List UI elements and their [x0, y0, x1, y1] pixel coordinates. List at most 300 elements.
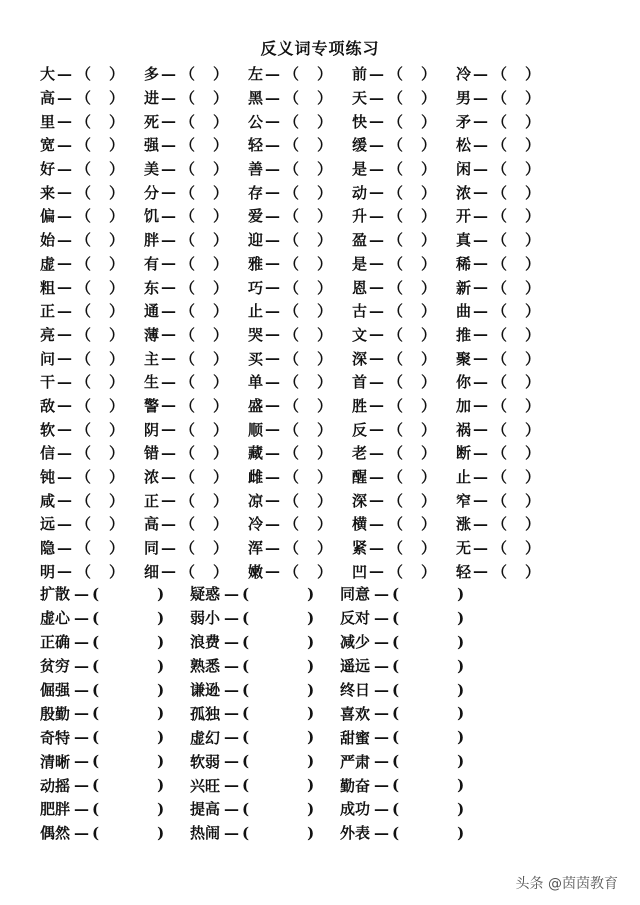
answer-paren-open: （: [492, 468, 508, 487]
exercise-row: [40, 749, 560, 773]
source-word: 进: [144, 89, 160, 108]
answer-paren-close: ): [457, 608, 465, 627]
answer-paren-open: （: [388, 325, 404, 344]
dash: —: [161, 278, 176, 297]
answer-paren-open: （: [180, 160, 196, 179]
exercise-item: [40, 182, 144, 203]
exercise-row: [40, 204, 600, 228]
dash: —: [473, 396, 488, 415]
source-word: 正确: [40, 633, 71, 652]
source-word: 祸: [456, 420, 472, 439]
dash: —: [473, 254, 488, 273]
exercise-item: [144, 490, 248, 511]
answer-paren-close: ）: [213, 373, 229, 392]
dash: —: [57, 372, 72, 391]
exercise-item: [456, 63, 560, 84]
dash: —: [265, 88, 280, 107]
exercise-item: [40, 490, 144, 511]
answer-paren-close: ）: [213, 539, 229, 558]
source-word: 文: [352, 325, 368, 344]
answer-paren-close: ): [307, 680, 315, 699]
dash: —: [224, 632, 239, 651]
dash: —: [161, 349, 176, 368]
exercise-row: [40, 228, 600, 252]
answer-paren-open: (: [92, 704, 100, 723]
exercise-row: [40, 654, 560, 678]
source-word: 迎: [248, 231, 264, 250]
answer-paren-open: （: [388, 468, 404, 487]
source-word: 生: [144, 373, 160, 392]
answer-paren-close: ): [307, 632, 315, 651]
source-word: 谦逊: [190, 681, 221, 699]
answer-paren-close: ）: [421, 183, 437, 202]
dash: —: [265, 420, 280, 439]
exercise-item: [40, 63, 144, 84]
answer-paren-open: (: [92, 776, 100, 795]
dash: —: [57, 64, 72, 83]
answer-paren-open: (: [242, 680, 250, 699]
source-word: 轻: [248, 136, 264, 155]
answer-paren-open: (: [92, 584, 100, 603]
answer-paren-open: (: [392, 704, 400, 723]
answer-paren-close: ）: [525, 325, 541, 344]
answer-paren-close: ）: [525, 254, 541, 273]
exercise-item: [352, 513, 456, 534]
exercise-row: [40, 536, 600, 560]
dash: —: [265, 278, 280, 297]
dash: —: [265, 183, 280, 202]
answer-paren-open: （: [492, 444, 508, 463]
dash: —: [369, 562, 384, 581]
dash: —: [161, 372, 176, 391]
dash: —: [161, 562, 176, 581]
dash: —: [265, 135, 280, 154]
exercise-row: [40, 559, 600, 583]
dash: —: [374, 608, 389, 627]
answer-paren-open: （: [180, 325, 196, 344]
dash: —: [57, 278, 72, 297]
exercise-item: [248, 537, 352, 558]
exercise-item: [144, 395, 248, 416]
answer-paren-close: ）: [525, 231, 541, 250]
dash: —: [369, 538, 384, 557]
answer-paren-open: (: [392, 799, 400, 818]
answer-paren-open: （: [76, 278, 92, 297]
answer-paren-open: （: [180, 562, 196, 581]
dash: —: [473, 88, 488, 107]
source-word: 多: [144, 65, 160, 84]
dash: —: [473, 64, 488, 83]
source-word: 细: [144, 562, 160, 581]
exercise-item: [144, 300, 248, 321]
answer-paren-close: ）: [109, 160, 125, 179]
source-word: 粗: [40, 278, 56, 297]
answer-paren-close: ）: [109, 373, 125, 392]
answer-paren-close: ）: [109, 396, 125, 415]
exercise-item: [40, 229, 144, 250]
answer-paren-open: (: [92, 656, 100, 675]
answer-paren-close: ）: [109, 562, 125, 581]
answer-paren-open: （: [76, 207, 92, 226]
answer-paren-open: （: [492, 325, 508, 344]
answer-paren-close: ）: [317, 302, 333, 321]
answer-paren-close: ）: [317, 112, 333, 131]
answer-paren-open: (: [392, 776, 400, 795]
dash: —: [161, 159, 176, 178]
answer-paren-close: ）: [213, 207, 229, 226]
dash: —: [224, 680, 239, 699]
answer-paren-open: （: [388, 373, 404, 392]
answer-paren-close: ): [157, 823, 165, 842]
exercise-item: [40, 822, 190, 843]
answer-paren-close: ）: [213, 420, 229, 439]
exercise-item: [456, 324, 560, 345]
dash: —: [369, 230, 384, 249]
answer-paren-open: （: [180, 278, 196, 297]
source-word: 盛: [248, 396, 264, 415]
exercise-item: [40, 679, 190, 700]
dash: —: [374, 728, 389, 747]
dash: —: [473, 349, 488, 368]
answer-paren-close: ）: [421, 373, 437, 392]
answer-paren-close: ): [457, 656, 465, 675]
answer-paren-close: ）: [109, 491, 125, 510]
source-word: 浓: [456, 183, 472, 202]
exercise-item: [144, 419, 248, 440]
exercise-item: [40, 537, 144, 558]
answer-paren-close: ）: [213, 89, 229, 108]
exercise-item: [190, 631, 340, 652]
dash: —: [224, 823, 239, 842]
dash: —: [369, 372, 384, 391]
answer-paren-close: ): [157, 608, 165, 627]
source-word: 外表: [340, 824, 371, 843]
exercise-item: [456, 277, 560, 298]
answer-paren-open: （: [284, 278, 300, 297]
answer-paren-open: （: [388, 278, 404, 297]
answer-paren-open: (: [92, 632, 100, 651]
answer-paren-open: （: [492, 254, 508, 273]
dash: —: [57, 254, 72, 273]
answer-paren-close: ）: [109, 539, 125, 558]
source-word: 信: [40, 444, 56, 463]
source-word: 强: [144, 136, 160, 155]
exercise-item: [248, 395, 352, 416]
answer-paren-open: (: [242, 656, 250, 675]
dash: —: [57, 396, 72, 415]
answer-paren-close: ）: [421, 65, 437, 84]
exercise-item: [40, 87, 144, 108]
dash: —: [74, 608, 89, 627]
answer-paren-close: ）: [525, 444, 541, 463]
source-word: 冷: [248, 515, 264, 534]
dash: —: [473, 230, 488, 249]
answer-paren-open: （: [180, 302, 196, 321]
exercise-item: [190, 727, 340, 748]
source-word: 严肃: [340, 752, 371, 771]
dash: —: [374, 584, 389, 603]
exercise-item: [190, 655, 340, 676]
exercise-row: [40, 701, 560, 725]
answer-paren-close: ）: [213, 468, 229, 487]
answer-paren-close: ）: [317, 515, 333, 534]
exercise-item: [352, 205, 456, 226]
answer-paren-close: ): [307, 823, 315, 842]
dash: —: [224, 776, 239, 795]
exercise-item: [340, 631, 490, 652]
source-word: 倔强: [40, 681, 71, 699]
exercise-item: [456, 300, 560, 321]
answer-paren-close: ）: [317, 325, 333, 344]
dash: —: [224, 656, 239, 675]
answer-paren-open: （: [284, 444, 300, 463]
answer-paren-close: ）: [525, 278, 541, 297]
answer-paren-open: （: [388, 65, 404, 84]
answer-paren-close: ）: [317, 491, 333, 510]
answer-paren-close: ）: [109, 183, 125, 202]
exercise-item: [248, 513, 352, 534]
answer-paren-close: ): [457, 704, 465, 723]
answer-paren-close: ): [307, 776, 315, 795]
answer-paren-open: （: [492, 112, 508, 131]
answer-paren-close: ): [457, 752, 465, 771]
answer-paren-open: （: [492, 278, 508, 297]
source-word: 通: [144, 302, 160, 321]
answer-paren-close: ）: [421, 515, 437, 534]
answer-paren-open: (: [242, 776, 250, 795]
source-word: 单: [248, 373, 264, 392]
dash: —: [473, 443, 488, 462]
exercise-item: [352, 348, 456, 369]
dash: —: [57, 562, 72, 581]
source-word: 缓: [352, 136, 368, 155]
answer-paren-close: ）: [421, 325, 437, 344]
dash: —: [369, 349, 384, 368]
exercise-row: [40, 441, 600, 465]
exercise-item: [248, 490, 352, 511]
answer-paren-close: ）: [421, 562, 437, 581]
answer-paren-open: （: [284, 349, 300, 368]
answer-paren-open: （: [76, 515, 92, 534]
source-word: 死: [144, 112, 160, 131]
source-word: 巧: [248, 278, 264, 297]
source-word: 浑: [248, 539, 264, 558]
exercise-item: [40, 419, 144, 440]
exercise-item: [40, 134, 144, 155]
answer-paren-open: （: [76, 539, 92, 558]
answer-paren-open: (: [242, 728, 250, 747]
exercise-item: [144, 229, 248, 250]
answer-paren-close: ）: [213, 160, 229, 179]
answer-paren-close: ): [307, 656, 315, 675]
source-word: 涨: [456, 515, 472, 534]
exercise-item: [40, 631, 190, 652]
answer-paren-close: ): [307, 704, 315, 723]
exercise-item: [248, 229, 352, 250]
exercise-item: [248, 348, 352, 369]
answer-paren-open: （: [284, 207, 300, 226]
answer-paren-open: （: [284, 112, 300, 131]
answer-paren-close: ）: [525, 302, 541, 321]
source-word: 快: [352, 112, 368, 131]
dash: —: [374, 799, 389, 818]
exercise-row: [40, 109, 600, 133]
dash: —: [161, 443, 176, 462]
source-word: 推: [456, 325, 472, 344]
source-word: 虚幻: [190, 728, 221, 747]
answer-paren-close: ): [307, 584, 315, 603]
dash: —: [265, 562, 280, 581]
answer-paren-close: ）: [317, 349, 333, 368]
answer-paren-open: （: [284, 183, 300, 202]
answer-paren-open: （: [76, 112, 92, 131]
answer-paren-close: ): [457, 584, 465, 603]
dash: —: [161, 135, 176, 154]
dash: —: [265, 112, 280, 131]
dash: —: [161, 467, 176, 486]
source-word: 止: [456, 468, 472, 487]
answer-paren-close: ）: [421, 112, 437, 131]
exercise-item: [456, 561, 560, 582]
answer-paren-open: （: [180, 420, 196, 439]
exercise-row: [40, 252, 600, 276]
exercise-item: [340, 775, 490, 796]
answer-paren-open: （: [284, 373, 300, 392]
dash: —: [265, 467, 280, 486]
source-word: 雅: [248, 254, 264, 273]
source-word: 阴: [144, 420, 160, 439]
source-word: 主: [144, 349, 160, 368]
answer-paren-open: （: [492, 302, 508, 321]
dash: —: [265, 349, 280, 368]
answer-paren-close: ）: [421, 207, 437, 226]
answer-paren-close: ）: [421, 539, 437, 558]
exercise-item: [352, 253, 456, 274]
source-word: 来: [40, 183, 56, 202]
answer-paren-close: ）: [213, 396, 229, 415]
dash: —: [74, 632, 89, 651]
source-word: 前: [352, 65, 368, 84]
answer-paren-close: ): [157, 704, 165, 723]
dash: —: [265, 159, 280, 178]
source-word: 深: [352, 491, 368, 510]
answer-paren-open: （: [180, 254, 196, 273]
source-word: 警: [144, 396, 160, 415]
answer-paren-open: （: [492, 515, 508, 534]
watermark: 头条 @茵茵教育: [515, 876, 618, 892]
dash: —: [265, 254, 280, 273]
source-word: 虚心: [40, 609, 71, 628]
exercise-row: [40, 678, 560, 702]
dash: —: [265, 514, 280, 533]
exercise-item: [340, 655, 490, 676]
dash: —: [74, 823, 89, 842]
exercise-row: [40, 606, 560, 630]
dash: —: [473, 420, 488, 439]
answer-paren-close: ）: [421, 468, 437, 487]
answer-paren-open: （: [492, 183, 508, 202]
dash: —: [224, 799, 239, 818]
exercise-item: [340, 798, 490, 819]
answer-paren-close: ): [157, 776, 165, 795]
exercise-item: [144, 466, 248, 487]
answer-paren-close: ）: [109, 136, 125, 155]
exercise-item: [190, 583, 340, 604]
exercise-row: [40, 346, 600, 370]
source-word: 深: [352, 349, 368, 368]
answer-paren-close: ）: [525, 349, 541, 368]
answer-paren-open: （: [76, 231, 92, 250]
source-word: 遥远: [340, 657, 371, 676]
answer-paren-close: ）: [213, 562, 229, 581]
exercise-item: [456, 229, 560, 250]
answer-paren-close: ）: [109, 254, 125, 273]
answer-paren-close: ）: [525, 89, 541, 108]
exercise-row: [40, 797, 560, 821]
exercise-item: [248, 205, 352, 226]
exercise-item: [190, 775, 340, 796]
answer-paren-open: （: [284, 325, 300, 344]
answer-paren-open: （: [388, 136, 404, 155]
dash: —: [57, 420, 72, 439]
dash: —: [161, 230, 176, 249]
exercise-item: [144, 442, 248, 463]
source-word: 敌: [40, 396, 56, 415]
answer-paren-close: ）: [109, 325, 125, 344]
answer-paren-open: （: [492, 349, 508, 368]
dash: —: [57, 301, 72, 320]
dash: —: [473, 301, 488, 320]
answer-paren-open: (: [392, 680, 400, 699]
exercise-row: [40, 299, 600, 323]
dash: —: [57, 538, 72, 557]
answer-paren-open: （: [180, 89, 196, 108]
exercise-item: [340, 607, 490, 628]
source-word: 兴旺: [190, 776, 221, 795]
dash: —: [473, 325, 488, 344]
source-word: 止: [248, 302, 264, 321]
answer-paren-open: （: [180, 539, 196, 558]
answer-paren-open: （: [492, 539, 508, 558]
answer-paren-close: ）: [421, 136, 437, 155]
answer-paren-close: ）: [317, 254, 333, 273]
exercise-item: [352, 466, 456, 487]
source-word: 胜: [352, 396, 368, 415]
source-word: 贫穷: [40, 657, 71, 676]
answer-paren-open: （: [388, 207, 404, 226]
exercise-item: [456, 395, 560, 416]
dash: —: [265, 230, 280, 249]
answer-paren-close: ）: [213, 491, 229, 510]
source-word: 里: [40, 112, 56, 131]
source-word: 分: [144, 183, 160, 202]
answer-paren-close: ）: [317, 562, 333, 581]
dash: —: [161, 396, 176, 415]
source-word: 顺: [248, 420, 264, 439]
source-word: 宽: [40, 136, 56, 155]
dash: —: [57, 491, 72, 510]
source-word: 是: [352, 160, 368, 179]
answer-paren-open: （: [284, 491, 300, 510]
dash: —: [224, 608, 239, 627]
source-word: 肥胖: [40, 800, 71, 819]
exercise-item: [352, 561, 456, 582]
answer-paren-close: ）: [421, 444, 437, 463]
answer-paren-open: （: [492, 231, 508, 250]
source-word: 开: [456, 207, 472, 226]
exercise-item: [352, 324, 456, 345]
source-word: 甜蜜: [340, 728, 371, 747]
